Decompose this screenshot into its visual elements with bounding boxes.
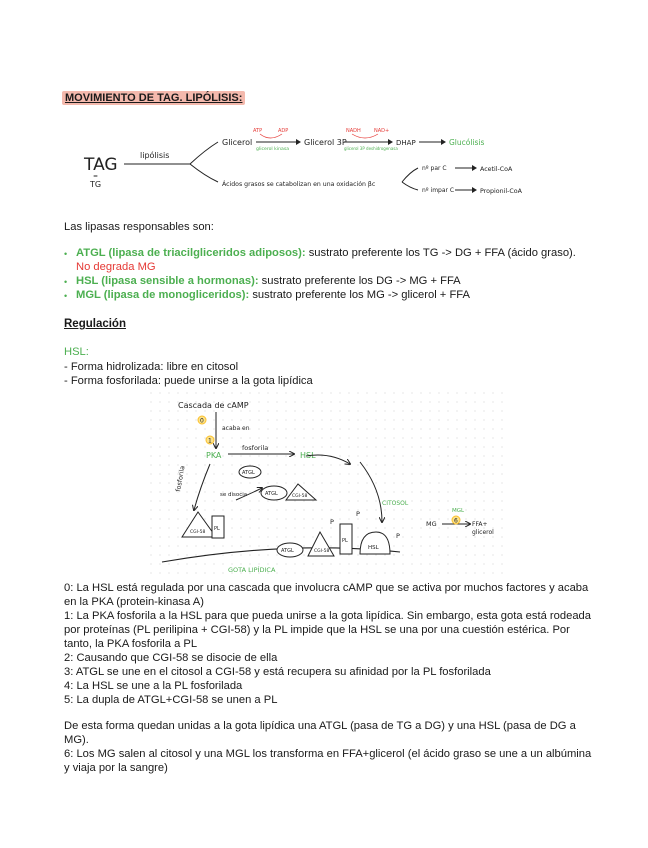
atp-arc: [260, 134, 282, 138]
list-item: [64, 288, 584, 302]
lipolisis-label: lipólisis: [140, 151, 170, 160]
branch-par: [402, 168, 418, 182]
phospho-label: P: [330, 518, 334, 526]
step-0-text: 0: La HSL está regulada por una cascada que involucra cAMP que se activa por muchos factores y acaba en la PKA (protein-kinasa A): [64, 582, 589, 608]
lipase-desc: sustrato preferente los TG -> DG + FFA (ácido graso).: [305, 247, 576, 259]
glicerol-kinasa-label: glicerol kinasa: [256, 147, 290, 152]
citosol-label: CITOSOL: [382, 500, 409, 507]
adp-label: ADP: [278, 128, 289, 134]
acidos-label: Ácidos grasos se catabolizan en una oxidación βc: [222, 181, 376, 188]
pl-label: PL: [214, 526, 220, 532]
atgl-label: ATGL: [265, 491, 278, 497]
arrow-head-3: [441, 139, 446, 145]
branch-impar: [402, 182, 418, 190]
se-disocia-label: se disocia: [220, 492, 248, 498]
glucolisis-label: Glucólisis: [449, 138, 485, 147]
glicerol-label: glicerol: [472, 529, 494, 536]
ffa-label: FFA+: [472, 521, 488, 528]
par-label: nº par C: [422, 165, 447, 172]
cgi-label: CGI-58: [190, 530, 206, 535]
atgl-label: ATGL: [242, 470, 255, 476]
arrow-head-2: [388, 139, 393, 145]
lipase-name: ATGL (lipasa de triacilgliceridos adiposos):: [76, 247, 306, 259]
regulation-heading: Regulación: [64, 318, 126, 330]
hsl-line: - Forma hidrolizada: libre en citosol: [64, 361, 239, 373]
step-6-label: 6: [454, 517, 458, 525]
atgl-label: ATGL: [281, 548, 294, 554]
mg-label: MG: [426, 520, 437, 528]
cgi-label: CGI-58: [292, 494, 308, 499]
final-text: 6: Los MG salen al citosol y una MGL los transforma en FFA+glicerol (el ácido graso se une a un albúmina y viaja por la sangre): [64, 748, 592, 774]
dhap-label: DHAP: [396, 139, 416, 147]
step-3-text: 3: ATGL se une en el citosol a CGI-58 y está recupera su afinidad por la PL fosforilada: [64, 666, 491, 678]
step-5-text: 5: La dupla de ATGL+CGI-58 se unen a PL: [64, 694, 278, 706]
intro-text: Las lipasas responsables son:: [64, 221, 214, 233]
step-1-text: 1: La PKA fosforila a la HSL para que pueda unirse a la gota lipídica. Sin embargo, esta gota está rodeada por proteínas (PL perilipina + CGI-58) y la PL impide que la HSL se una por una cuestión estérica. Por tanto, la PKA fosforila a PL: [64, 610, 591, 650]
list-item: [64, 274, 584, 288]
arrow-head-4: [472, 165, 477, 171]
gota-label: GOTA LIPÍDICA: [228, 566, 276, 574]
step-1-label: 1: [208, 437, 212, 445]
branch-down: [190, 164, 218, 182]
arrow-head-1: [296, 139, 301, 145]
lipase-desc: sustrato preferente los DG -> MG + FFA: [258, 275, 461, 287]
propionil-label: Propionil-CoA: [480, 188, 522, 195]
nadh-arc: [352, 134, 378, 138]
cascada-label: Cascada de cAMP: [178, 401, 249, 410]
mgl-label: MGL: [452, 508, 465, 514]
fosforila-label: fosforila: [242, 444, 269, 452]
step-4-text: 4: La HSL se une a la PL fosforilada: [64, 680, 243, 692]
conclusion-text: De esta forma quedan unidas a la gota lipídica una ATGL (pasa de TG a DG) y una HSL (pasa de DG a MG).: [64, 720, 576, 746]
nad-label: NAD+: [374, 128, 390, 134]
hsl-label: HSL: [300, 451, 316, 460]
acaba-en-label: acaba en: [222, 425, 250, 432]
impar-label: nº impar C: [422, 187, 455, 194]
fosforila-side-label: fosforila: [174, 465, 187, 493]
phospho-label: P: [396, 532, 400, 540]
regulation-diagram: [150, 392, 510, 577]
nadh-label: NADH: [346, 128, 361, 134]
hsl-droplet-label: HSL: [368, 545, 379, 551]
arrow-head-5: [472, 187, 477, 193]
tag-equals: =: [93, 173, 99, 180]
glicerol3p-label: Glicerol 3P: [304, 138, 347, 147]
step-2-text: 2: Causando que CGI-58 se disocie de ella: [64, 652, 278, 664]
tg-label: TG: [90, 180, 102, 189]
step-0-label: 0: [200, 417, 204, 425]
tag-label: TAG: [84, 155, 118, 175]
phospho-label: P: [356, 510, 360, 518]
glicerol-label: Glicerol: [222, 138, 253, 147]
hsl-line: - Forma fosforilada: puede unirse a la gota lipídica: [64, 375, 313, 387]
pl-label: PL: [342, 538, 348, 544]
branch-up: [190, 142, 218, 164]
page-title: MOVIMIENTO DE TAG. LIPÓLISIS:: [62, 91, 245, 105]
atp-label: ATP: [253, 128, 263, 134]
lipolysis-diagram: [60, 120, 530, 200]
list-item: [64, 246, 584, 274]
acetil-label: Acetil-CoA: [480, 166, 513, 173]
lipase-name: MGL (lipasa de monogliceridos):: [76, 289, 250, 301]
hsl-heading: HSL:: [64, 346, 89, 358]
cgi-label: CGI-58: [314, 549, 330, 554]
lipase-note: No degrada MG: [76, 261, 156, 273]
lipase-list: [64, 246, 584, 302]
lipase-desc: sustrato preferente los MG -> glicerol + FFA: [249, 289, 470, 301]
glicerol3p-dh-label: glicerol 3P deshidrogenasa: [344, 146, 398, 151]
lipase-name: HSL (lipasa sensible a hormonas):: [76, 275, 259, 287]
pka-label: PKA: [206, 451, 222, 460]
